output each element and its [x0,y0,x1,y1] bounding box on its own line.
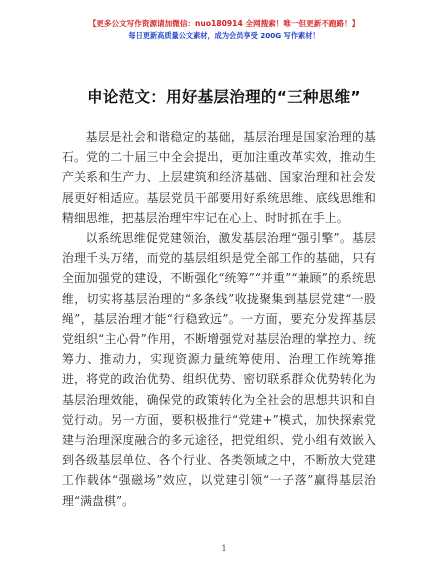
article-title: 申论范文：用好基层治理的“三种思维” [87,88,361,106]
paragraph-systems-thinking: 以系统思维促党建领治，激发基层治理“强引擎”。基层治理千头万绪，而党的基层组织是党全部工作的基础，只有全面加强党的建设，不断强化“统筹”“并重”“兼顾”的系统思维，切实将基层治理的“多条线”收拢聚集到基层党建“一股绳”，基层治理才能“行稳致远”。一方面，要充分发挥基层党组织“主心骨”作用，不断增强党对基层治理的掌控力、统筹力、推动力，实现资源力量统筹使用、治理工作统筹推进，将党的政治优势、组织优势、密切联系群众优势转化为基层治理效能，确保党的政策转化为全社会的思想共识和自觉行动。另一方面，要积极推行“党建+”模式，加快探索党建与治理深度融合的多元途径，把党组织、党小组有效嵌入到各级基层单位、各个行业、各类领域之中，不断放大党建工作载体“强磁场”效应，以党建引领“一子落”赢得基层治理“满盘棋”。 [62,231,376,508]
paragraph-intro: 基层是社会和谐稳定的基础，基层治理是国家治理的基石。党的二十届三中全会提出，更加注重改革实效，推动生产关系和生产力、上层建筑和经济基础、国家治理和社会发展更好相适应。基层党员干部要用好系统思维、底线思维和精细思维，把基层治理牢牢记在心上、时时抓在手上。 [62,130,376,225]
promo-banner-line2: 每日更新高质量公文素材，成为会员享受 200G 写作素材！ [128,31,320,40]
article-body [62,127,376,511]
promo-banner-line1: 【更多公文写作资源请加微信：nuo180914 全网搜索！唯一但更新不跑路！】 [88,19,360,28]
page-number: 1 [221,544,227,553]
